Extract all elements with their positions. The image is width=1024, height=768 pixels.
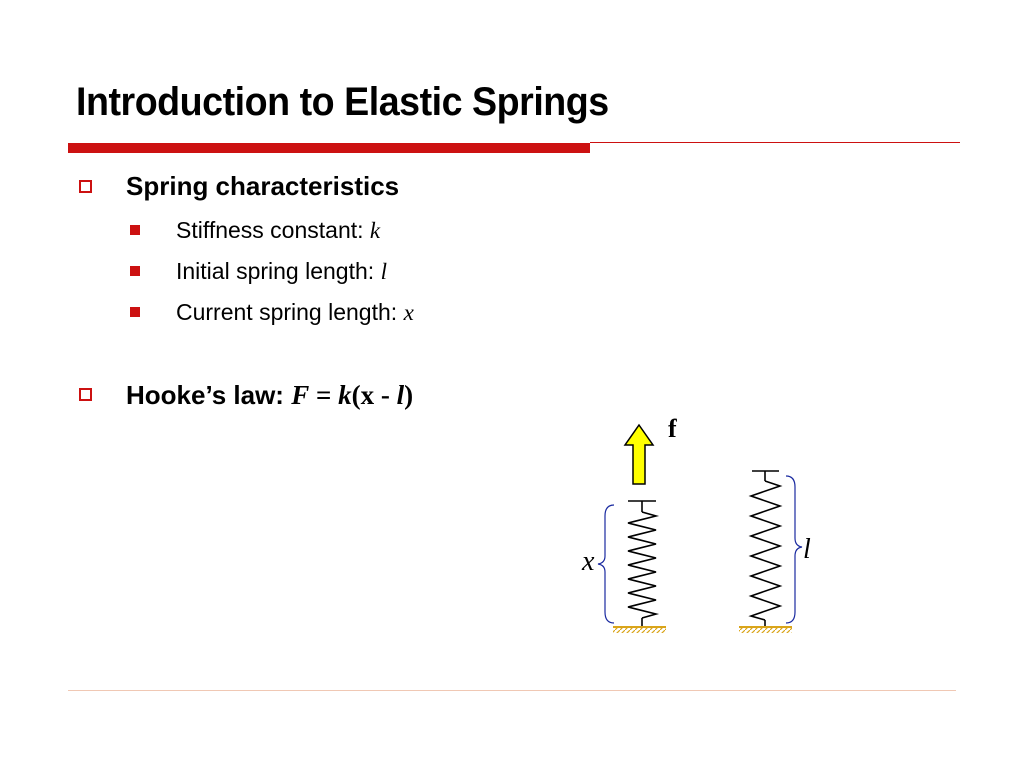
list-item-label: Stiffness constant:	[176, 217, 370, 243]
compressed-spring	[628, 501, 656, 626]
list-item-label: Initial spring length:	[176, 258, 381, 284]
slide-title: Introduction to Elastic Springs	[76, 80, 609, 124]
rest-spring	[751, 471, 780, 626]
footer-divider	[68, 690, 956, 691]
force-label: f	[668, 414, 677, 443]
formula-open-paren: (	[351, 380, 361, 410]
formula-l: l	[396, 380, 405, 410]
force-arrow-icon	[625, 425, 653, 484]
formula-close-paren: )	[404, 380, 414, 410]
symbol-l: l	[380, 259, 387, 284]
ground-right	[739, 627, 792, 633]
formula-x: x	[360, 380, 375, 410]
formula-equals: =	[309, 380, 339, 410]
section-heading-spring-characteristics: Spring characteristics	[126, 171, 400, 201]
brace-right-icon	[786, 476, 802, 623]
formula-F: F	[291, 380, 310, 410]
hookes-law-label: Hooke’s law:	[126, 380, 292, 410]
list-item-label: Current spring length:	[176, 299, 404, 325]
compressed-length-label: x	[582, 546, 595, 577]
ground-left	[613, 627, 666, 633]
formula-k: k	[338, 380, 352, 410]
rest-length-label: l	[803, 534, 811, 565]
brace-left-icon	[598, 505, 614, 623]
formula-minus: -	[374, 380, 397, 410]
symbol-k: k	[369, 218, 381, 243]
symbol-x: x	[403, 300, 414, 325]
